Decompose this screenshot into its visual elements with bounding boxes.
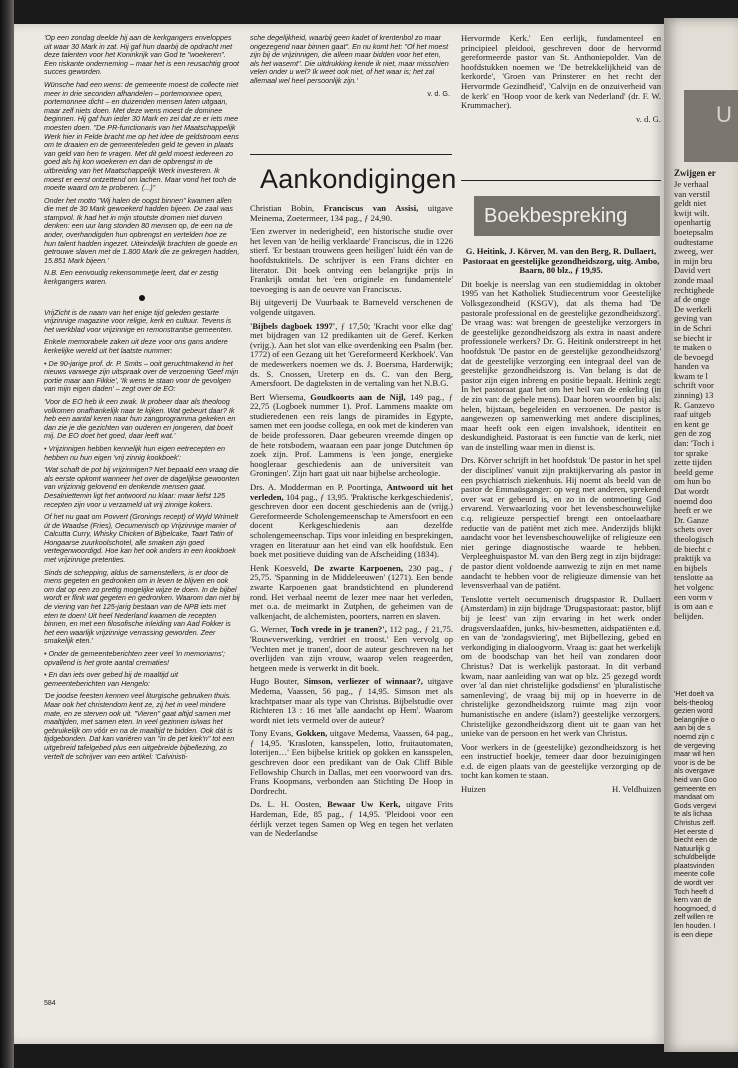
book-spine [0, 0, 14, 1068]
text-line: is om aan e [674, 601, 713, 612]
text-line: noemd zijn c [674, 731, 715, 741]
text-line: meente colle [674, 869, 715, 879]
text-line: de vergeving [674, 740, 716, 750]
text-line: David vert [674, 265, 711, 276]
details: 104 pag., ƒ 13,95. 'Praktische kerkgeschiedenis', geschreven door een docent geschiedenis aan de (vrijg.) Gereformeerde Scholengemeenschap te Amersfoort en een docent Kerkgeschiedenis aan dezelfde scholengemeenschap. Tips voor inleiding en besprekingen, vragen en literatuur aan het eind van elk hoofdstuk. Een boek met positieve duiding van de Afscheiding (1834). [250, 491, 453, 560]
text-line: de bevoegd [674, 351, 714, 362]
paragraph: Onder het motto "Wij halen de oogst binnen" kwamen allen die met de 30 Mark gewoekerd hadden bijeen. De zaal was stampvol. Ik had het in mijn stoutste dromen niet durven denken: een uur lang stonden 80 mensen op, de een na de ander, overhandigden hun opbrengst en vertelden hoe ze hun talent hadden ingezet. Uiteindelijk brachten de goede en getrouwe slaven met de 1.800 Mark die ze gekregen hadden, 15.851 Mark bijeen.' [44, 195, 240, 265]
book-title: Gokken, [295, 728, 328, 739]
text-line: bels-theolog [674, 697, 714, 707]
text-line: het volgenc [674, 581, 714, 592]
text-line: theologisch [674, 533, 714, 544]
text-line: zelf willen re [674, 912, 714, 922]
text-line: kern van de [674, 895, 712, 905]
text-line: een vorm v [674, 591, 713, 602]
text-line: in mijn bru [674, 255, 713, 266]
text-line: praktijk va [674, 553, 711, 564]
reviewer: H. Veldhuizen [611, 784, 661, 795]
divider [461, 180, 661, 181]
paragraph: VrijZicht is de naam van het enige tijd geleden gestarte vrijzinnige magazine voor religie, kerk en cultuur. Tevens is het werkblad voor vrijzinnige en remonstrantse gemeenten. [44, 307, 233, 334]
paragraph: Enkele memorabele zaken uit deze voor ons gans andere kerkelijke wereld uit het laatste nummer: [44, 337, 228, 355]
text-line: als overgave [674, 766, 715, 776]
text-line: dan: 'Toch i [674, 438, 715, 449]
announcements-heading: Aankondigingen [260, 164, 457, 194]
page-number: 584 [44, 1000, 56, 1007]
text-line: belijden. [674, 610, 704, 621]
text-line: len houden. I [674, 921, 716, 931]
text-line: de biecht c [674, 543, 712, 554]
bullet-separator [139, 295, 145, 301]
text-line: hoogmoed, d [674, 903, 716, 913]
text-line: Natuurlijk g [674, 843, 710, 853]
book-title: De zwarte Karpoenen, [314, 562, 403, 573]
review-column [461, 247, 661, 1017]
paragraph: Bij uitgeverij De Vuurbaak te Barneveld verschenen de volgende uitgaven. [250, 297, 453, 317]
book-title: Simson, verliezer of winnaar?, [303, 676, 423, 687]
text-line: Toch heeft d [674, 886, 714, 896]
adjacent-page [664, 18, 738, 1052]
author: Hugo Bouter, [250, 676, 304, 687]
paragraph: Dit boekje is neerslag van een studiemiddag in oktober 1995 van het Katholiek Studiecentrum voor Geestelijke Volksgezondheid (KSGV), dat als thema had 'De pastorale professional en de geestelijke gezondheidszorg'. De vraag was: wat brengen de geestelijke verzorgers in de geestelijke gezondheidszorg als extra in naast andere professionele werkers? Dr. G. Heitink onderstreept in het hoofdstuk 'De pastor en de geestelijke gezondheidszorg' dat de geestelijke verzorging een integraal deel van de geestelijke gezondheidszorg is. Van belang is dat de pastor zijn eigen inbreng en positie bepaalt. Heitink zegt: In het pastoraat gaat het om het heil van de enkeling (in de zin van: de gehele mens). Daar horen woorden bij als: helen, bijstaan, begeleiden en verzoenen. De pastor is aangewezen op samenwerking met andere disciplines, maar heeft ook een eigen invalshoek, identiteit en deskundigheid. Pastoraat is een functie van de kerk, niet van de instelling waar men in dienst is. [461, 278, 661, 452]
text-line: tor sprake [674, 447, 709, 458]
text-line: heeft er we [674, 505, 713, 516]
text-line: in de Schri [674, 322, 712, 333]
text-line: 'Het doelt va [674, 689, 714, 698]
announcement [250, 483, 453, 560]
text-line: en bijbels [674, 562, 708, 573]
paragraph: • En dan iets over gebed bij de maaltijd uit gemeenteberichten van Hengelo: [44, 670, 178, 688]
divider [250, 154, 452, 155]
next-page-heading: Zwijgen er [674, 168, 716, 178]
text-line: Christus zelf. [674, 817, 716, 827]
book-title: Franciscus van Assisi, [323, 204, 419, 213]
text-line: maar wil hen [674, 749, 715, 759]
text-line: raaf uitgeb [674, 409, 711, 420]
announcement [250, 677, 453, 725]
column-2-top [250, 34, 450, 146]
text-line: se biecht ir [674, 332, 712, 343]
paragraph: • Onder de gemeenteberichten zeer veel 'in memoriams'; opvallend is het grote aantal crematies! [44, 649, 226, 667]
column-1 [44, 34, 240, 984]
column-3-top [461, 34, 661, 174]
text-line: kwijt wilt. [674, 207, 710, 218]
paragraph: Sinds de schepping, aldus de samenstellers, is er door de mens gegeten en gedronken om in leven te blijven en ook om dat op een zo prettig mogelijke wijze te doen. In de bijbel wordt er flink wat gegeten en gedronken. Waarom dan niet bij de viering van het 125-jarig bestaan van de NPB iets met eten te doen! Uit heel Nederland kwamen de recepten binnen, en met een filosofische inleiding van Aad Fokker is het een waarlijk vrijzinnige verrassing geworden. Zeer smakelijk eten.' [44, 567, 240, 646]
review-section-banner: Boekbespreking [474, 196, 660, 236]
signature: v. d. G. [427, 88, 450, 98]
announcements-column [250, 204, 453, 1014]
paragraph: 'Voor de EO heb ik een zwak. Ik probeer daar als theoloog volkomen onafhankelijk naar te kijken. Wat gebeurt daar? Ik heb een aantal keren naar hun zangprogramma gekeken en dan zie je die gezichten van ouderen en jongeren, dat boeit mij. De EO doet het goed, daar leeft wat.' [44, 396, 236, 441]
details: uitgave Medema, Vaassen, 56 pag., ƒ 14,95. Simson met als krachtpatser maar als type van Christus. Bijbelstudie over Richteren 13 : 16 met 'alle aandacht op Hem'. Waarom wordt niet iets vermeld over de auteur? [250, 676, 453, 725]
text-line: geving van [674, 313, 712, 324]
text-line: gemeente en [674, 783, 716, 793]
next-page-text [674, 180, 738, 621]
paragraph: Hervormde Kerk.' Een eerlijk, fundamenteel en principieel pleidooi, geschreven door de hervormd gereformeerde pastor van St. Anthoniepolder. Van de hoofdstukken noemen we 'De betrekkelijkheid van de kerkorde', 'Groen van Prinsterer en het recht der Hervormde Gezindheid', 'Calvijn en de onzuiverheid van de kerk' en 'Hoop voor de kerk van Nederland' (dr. F. W. Krummacher). [461, 34, 661, 111]
text-line: te maken o [674, 342, 712, 353]
paragraph: Tenslotte vertelt oecumenisch drugspastor R. Dullaert (Amsterdam) in zijn bijdrage 'Drugspastoraat: pastor, blijf bij je leest' van zijn ervaring in het werk onder drugsverslaafden, junks, hiv-besmetten, aidspatiënten e.d. en van de 'zondagsviering', met Bijbellezing, gebed en verkondiging in dialoogvorm. Vraag is: gaat het werkelijk om de boodschap van het heil van zondaren door Christus? Dat is werkelijk pastoraat. In dit verband kwam, naar aanleiding van wat op blz. 25 gezegd wordt over 'al dan niet christelijke godsdienst' en 'pluralistische samenleving', de vraag bij mij op in hoeverre in de christelijke gezondheidszorg ruimte mag zijn voor humanistische en andere (islam?) geestelijke verzorgers. Christelijke gezondheidszorg dient uit te gaan van het unieke van de persoon en het werk van Christus. [461, 593, 661, 739]
text-line: boetepsalm [674, 226, 714, 237]
book-title: Antwoord uit het verleden, [250, 482, 453, 502]
text-line: openhartig [674, 217, 711, 228]
text-line: biecht een de [674, 835, 718, 845]
text-line: van verstil [674, 188, 711, 199]
text-line: noemd doo [674, 495, 713, 506]
paragraph: Of het nu gaat om Povvert (Gronings recept) of Wyld Wrimelt út de Waadse (Fries), Oecumenisch op Vrijzinnige manier of Calcutta Curry, Whisky Chicken of Bijbelcake, Taart Tatin of Hongaarse zuurkoolschotel, alle smaken zijn goed vertegenwoordigd. Hoe kan het ook anders in een kookboek met vrijzinnige pretenties. [44, 512, 239, 565]
text-line: zette tijden [674, 457, 712, 468]
paragraph: • Vrijzinnigen hebben kennelijk hun eigen eetrecepten en hebben nu hun eigen 'vrij zinnig kookboek': [44, 443, 226, 462]
text-line: zinning) 13 [674, 390, 714, 401]
author: Christian Bobin, [250, 204, 324, 213]
text-line: zonde maal [674, 274, 714, 285]
text-line: voor is de be [674, 757, 716, 767]
text-line: te als lichaa [674, 809, 712, 819]
text-line: belangrijke o [674, 714, 715, 724]
book-title: Goudkoorts aan de Nijl, [310, 391, 406, 402]
author: G. Werner, [250, 624, 291, 635]
text-line: tenslotte aa [674, 572, 713, 583]
text-line: zweeg, wer [674, 246, 714, 257]
paragraph: 'Een zwerver in nederigheid', een historische studie over het leven van 'de heilig verklaarde' Franciscus, die in 1226 stierf. 'Er bestaan trouwens geen heiligen' luidt één van de hoofdstuktitels. De schrijver is een Frans dichter en literator. Dit boek ontving een belangrijke prijs in Frankrijk omdat het 'een originele en fundamentele' toevoeging is aan de oeuvre van Franciscus. [250, 226, 453, 294]
text-line: Je verhaal [674, 179, 709, 189]
text-line: mandaat om [674, 792, 714, 802]
book-title: Toch vrede in je tranen?', [290, 624, 387, 635]
text-line: geldt niet [674, 198, 707, 209]
text-line: rechtighede [674, 284, 715, 295]
paragraph: N.B. Een eenvoudig rekensommetje leert, dat er zestig kerkgangers waren. [44, 268, 219, 287]
text-line: schuldbelijde [674, 852, 716, 862]
announcement [250, 729, 453, 796]
book-title: Bewaar Uw Kerk, [327, 799, 401, 810]
text-line: Gods vergevi [674, 800, 717, 810]
paragraph: sche degelijkheid, waarbij geen kadet of krentenbol zo maar ongezegend naar binnen gaat". En nu komt het: "Of het moest zijn bij de vrijzinnigen, die alleen maar bidden voor het eten, als het wasemt". Die uitdrukking kende ik niet, maar misschien velen onder u wel? Ik weet ook niet, of het waar is; het zal allemaal wel heel persoonlijk zijn.' [250, 34, 449, 85]
text-line: schets over [674, 524, 713, 535]
text-line: heid van Goo [674, 774, 717, 784]
text-line: plaatsvinden [674, 860, 715, 870]
text-line: oudtestame [674, 236, 714, 247]
text-line: aan bij de s [674, 723, 711, 733]
author: Ds. L. H. Oosten, [250, 799, 328, 810]
place: Huizen [461, 784, 486, 795]
text-line: schrift voor [674, 380, 714, 391]
details: , ƒ 17,50; 'Kracht voor elke dag' met bijdragen van 12 predikanten uit de Geref. Kerken (vrijg.). Aan het slot van elke overdenking een Psalm (ber. 1772) of een Gezang uit het 'Gereformeerd Kerkboek'. Van de medewerkers noemen we ds. J. Boersma, Harderwijk; ds. S. Cnossen, Ureterp en ds. C. van den Berg, Amersfoort. De dagteksten in de vertaling van het N.B.G. [250, 320, 453, 389]
paragraph: 'De joodse feesten kennen veel liturgische gebruiken thuis. Maar ook het christendom kent ze, zij het in veel mindere mate, en ze sterven ook uit. "Vieren" gaat altijd samen met maaltijden, met samen eten. In veel gezinnen is/was het gebruikelijk om vóór en na de maaltijd te bidden. Ook dát is tijdgebonden. Dat kan variëren van "in de pet kiek'n" tot een uitgebreid tafelgebed plus een uitgebreide bijbellezing, zo vertelt de schrijver van een artikel: 'Calvinisti- [44, 691, 235, 761]
paragraph: • De 90-jarige prof. dr. P. Smits – ooit geruchtmakend in het nieuws vanwege zijn uitspraak over de verzoening 'Geef mijn portie maar aan Fikkie', 'Ik wens te staan voor de gevolgen van mijn eigen daden' – zegt over de EO: [44, 358, 239, 394]
details: 230 pag., ƒ 25,75. 'Spanning in de Middeleeuwen' (1271). Een bende zwarte Karpoenen gaat brandstichtend en plunderend rond. Het verhaal neemt de lezer mee naar het verleden, met o.a. de meimarkt in Zutphen, de geheimen van de valkenjacht, de alchemisten, poorters, narren en slaven. [250, 562, 453, 621]
text-line: en kent ge [674, 418, 710, 429]
text-line: Dr. Ganze [674, 514, 709, 525]
text-line: gen de zog [674, 428, 712, 439]
text-line: de wordt ver [674, 878, 714, 888]
review-signoff [461, 785, 661, 795]
details: 112 pag., ƒ 21,75. 'Rouwverwerking, verdriet en troost.' Een vervolg op 'Vechten met je tranen', door de auteur geschreven na het overlijden van zijn vrouw, waarop velen reageerden, hetgeen mede is verwerkt in dit boek. [250, 624, 453, 673]
text-line: beeld geme [674, 466, 714, 477]
details: 149 pag., ƒ 22,75 (Logboek nummer 1). Prof. Lammens maakte om studieredenen een reis langs de piramides in Egypte, samen met een joodse collega, en ook met de kinderen van de beide professoren. Daar gebeuren vreemde dingen op de hete rotsbodem, waaraan een paar jonge Dutchmen óp zoek zijn. Prof. Lammens is 'een jonge, energieke hoogleraar geschiedenis aan de universiteit van Groningen'. Zijn hart gaat uit naar bijbelse archeologie. [250, 391, 453, 479]
text-line: kwam te l [674, 370, 708, 381]
author: Bert Wiersema, [250, 391, 311, 402]
text-line: om hun bo [674, 476, 711, 487]
announcement [250, 564, 453, 622]
text-line: gezien word [674, 706, 713, 716]
next-page-banner [684, 90, 738, 162]
paragraph: Drs. Körver schrijft in het hoofdstuk 'De pastor in het spel der disciplines' vanuit zijn praktijkervaring als pastor in een psychiatrisch ziekenhuis. Hij noemt als beeld van de pastor de Emmaüsganger: op weg met anderen, sprekend over wat er gebeurd is, en zo in de ontmoeting God ervarend. Verwaarlozing voor het levensbeschouwelijke c.q. religieuze perspectief brengt een ontoelaatbare reductie van de patiënt met zich mee. Anderzijds blijkt aandacht voor het levensbeschouwelijke of religieuze een niet geringe diagnostische waarde te hebben. Verpleeghuispastor M. van den Berg zegt in zijn bijdrage: de pastor dient voldoende aanwezig te zijn en met name aandacht te hebben voor de religieuze dimensie van het levensverhaal van de patiënt. [461, 455, 661, 591]
text-line: is een diepe [674, 929, 713, 939]
announcement [250, 393, 453, 479]
author: Henk Koesveld, [250, 562, 315, 573]
text-line: af de onge [674, 294, 710, 305]
announcement [250, 625, 453, 673]
announcement [250, 322, 453, 389]
paragraph: Wünsche had een wens: de gemeente moest de collecte niet meer in drie seconden afhandelen – portemonnee open, portemonnee dicht – en duizenden mensen laten uitgaan, maar zelf niets doen. Met deze wens moest de dominee beginnen. Hij gaf hun ieder 30 Mark en zei dat ze er iets mee moesten doen. "De PR-functionaris van het Maatschappelijk Werk hier in Felde bracht me op het idee de geldstroom eens om te draaien en de gemeenteleden geld te geven in plaats van geld van hen te vragen. Met dit geld moest iedereen zo goed als hij kon woekeren en dan de opbrengst in de uitbreiding van het Maatschappelijk Werk investeren. Ik moest er eerst ontzettend om lachen. Maar vond het toch de moeite waard om te proberen. (...)" [44, 79, 239, 193]
details: uitgave Meinema, Zoetermeer, 134 pag., ƒ 24,90. [250, 204, 453, 223]
signature: v. d. G. [636, 113, 661, 124]
next-page-text-2 [674, 690, 738, 939]
author: Drs. A. Modderman en P. Poortinga, [250, 482, 387, 493]
paragraph: 'Wat schaft de pot bij vrijzinnigen? Net bepaald een vraag die als eerste opkomt wanneer het over de dagelijkse gewoonten van vrijzinnig gelovend en denkende mensen gaat. Desalniettemin ligt het antwoord nu klaar: maar liefst 125 recepten zijn voor u verzameld uit vrij zinnige kokers. [44, 465, 240, 509]
text-line: handen va [674, 361, 710, 372]
details: uitgave Medema, Vaassen, 64 pag., ƒ 14,95. 'Krasloten, kansspelen, lotto, fruitautomaten, loterijen…' Een bijbelse kritiek op gokken en kansspelen, geschreven door een predikant van de Oak Cliff Bible Fellowship Church in Dallas, met een voorwoord van drs. Frans Koopmans, verbonden aan Stichting De Hoop in Dordrecht. [250, 728, 453, 796]
paragraph: 'Op een zondag deelde hij aan de kerkgangers enveloppes uit waar 30 Mark in zat. Hij gaf hun daarbij de opdracht met deze talenten voor het Koninkrijk van God te "woekeren". Een riskante onderneming – maar het is een reusachtig groot succes geworden. [44, 34, 239, 77]
text-line: R. Ganzevo [674, 399, 715, 410]
text-line: Het eerste d [674, 826, 714, 836]
banner-letter: U [716, 102, 732, 127]
review-title: G. Heitink, J. Körver, M. van den Berg, R. Dullaert, Pastoraat en geestelijke gezondheidszorg, uitg. Ambo, Baarn, 80 blz., ƒ 19,95. [462, 247, 660, 276]
text-line: De werkeli [674, 303, 712, 314]
details: uitgave Frits Hardeman, Ede, 85 pag., ƒ 14,95. 'Pleidooi voor een éérlijk verzet tegen Samen op Weg en tegen het verlaten van de Nederlandse [250, 799, 453, 839]
announcement [250, 204, 453, 223]
text-line: Dat wordt [674, 486, 709, 496]
announcement [250, 800, 453, 838]
author: Tony Evans, [250, 728, 296, 739]
book-title: 'Bijbels dagboek 1997' [250, 320, 336, 331]
paragraph: Voor werkers in de (geestelijke) gezondheidszorg is het een instructief boekje, temeer daar door bezuinigingen e.d. de eigen plaats van de geestelijke verzorging op de tocht kan komen te staan. [461, 741, 661, 781]
